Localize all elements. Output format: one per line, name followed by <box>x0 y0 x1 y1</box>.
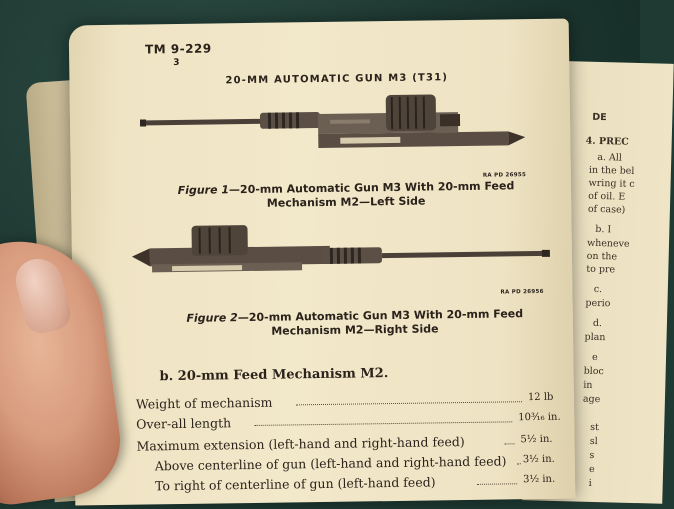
right-page-line: d. <box>593 318 602 329</box>
figure-1-label: Figure 1 <box>178 183 230 197</box>
right-page-line: on the <box>587 251 618 263</box>
right-page-line: to pre <box>586 264 615 276</box>
right-page-line: in <box>583 380 592 391</box>
thumbnail <box>11 254 74 337</box>
right-page-line: e <box>589 464 595 475</box>
figure-1-caption <box>151 179 541 212</box>
right-page-line: a. All <box>597 152 622 164</box>
spec-row <box>136 411 556 435</box>
right-page-line: age <box>583 394 601 405</box>
right-page-line: DE <box>592 112 607 123</box>
right-page-line: wheneve <box>587 238 630 250</box>
leader-dots <box>517 463 521 464</box>
tm-number: TM 9-229 <box>145 42 212 57</box>
figure-2-label: Figure 2 <box>186 311 238 325</box>
right-page-line: in the bel <box>589 165 635 177</box>
spec-value: 3½ in. <box>523 474 555 485</box>
spec-label: Above centerline of gun (left-hand and right-hand feed) <box>155 453 507 473</box>
right-page-line: e <box>592 352 598 363</box>
figure-1-ra-code: RA PD 26955 <box>483 172 526 179</box>
leader-dots <box>477 483 517 485</box>
spec-row <box>155 473 555 497</box>
right-page-line: of case) <box>588 204 626 216</box>
section-heading: b. 20-mm Feed Mechanism M2. <box>159 366 388 384</box>
spec-value: 5½ in. <box>520 434 552 445</box>
spec-value: 3½ in. <box>523 454 555 465</box>
right-page-line: i <box>589 478 592 489</box>
page-number: 3 <box>173 58 179 68</box>
spec-label: Maximum extension (left-hand and right-hand feed) <box>136 434 464 454</box>
right-page-line: perio <box>585 298 610 310</box>
gun-right-side-illustration <box>131 213 552 291</box>
chapter-title: 20-MM AUTOMATIC GUN M3 (T31) <box>225 72 448 86</box>
figure-2-caption <box>155 307 555 341</box>
figure-1-caption-line-2: Mechanism M2—Left Side <box>267 195 426 210</box>
right-page-line: plan <box>584 332 605 344</box>
leader-dots <box>505 443 515 444</box>
spec-label: Weight of mechanism <box>136 395 273 412</box>
figure-2-caption-line-1: —20-mm Automatic Gun M3 With 20-mm Feed <box>238 307 523 324</box>
right-page-line: s <box>589 450 594 461</box>
right-page-line: of oil. E <box>588 191 625 203</box>
gun-left-side-illustration <box>140 91 531 168</box>
figure-1-caption-line-1: —20-mm Automatic Gun M3 With 20-mm Feed <box>229 179 514 196</box>
figure-2-ra-code: RA PD 26956 <box>500 289 543 296</box>
right-page-line: wring it c <box>588 178 634 190</box>
figure-2-caption-line-2: Mechanism M2—Right Side <box>271 322 438 337</box>
leader-dots <box>254 421 512 426</box>
right-page-line: sl <box>590 436 598 447</box>
spec-value: 12 lb <box>528 392 554 403</box>
right-page-line: b. I <box>595 224 611 235</box>
right-page-line: bloc <box>584 366 604 378</box>
spec-label: Over-all length <box>136 415 231 431</box>
spec-label: To right of centerline of gun (left-hand feed) <box>155 474 436 493</box>
spec-value: 10³⁄₁₆ in. <box>518 412 561 424</box>
leader-dots <box>296 401 522 405</box>
right-page-line: st <box>590 422 599 433</box>
right-page-line: c. <box>594 284 603 295</box>
manual-page <box>69 19 576 506</box>
right-page-line: 4. PREC <box>586 136 629 148</box>
